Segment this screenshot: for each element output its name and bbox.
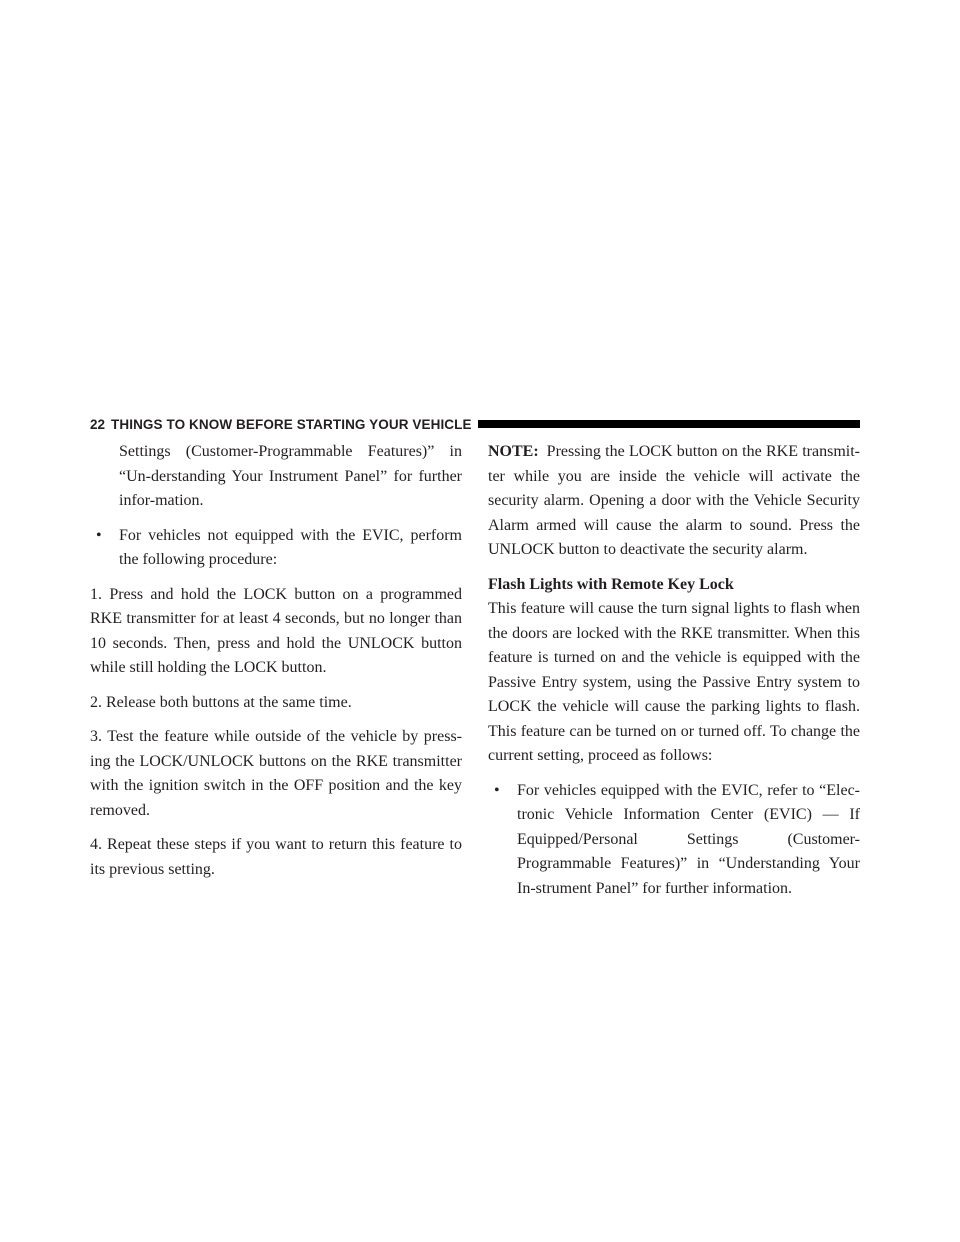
continued-paragraph: Settings (Customer-Programmable Features)” in “Un-derstanding Your Instrument Panel” for further infor-mation.	[119, 443, 462, 509]
bullet-text: For vehicles equipped with the EVIC, refer to “Elec-tronic Vehicle Information Center (EVIC) — If Equipped/Personal Settings (Customer-Programmable Features)” in “Understanding Your In-strument Panel” for further information.	[517, 781, 860, 897]
section-title: THINGS TO KNOW BEFORE STARTING YOUR VEHICLE	[111, 416, 472, 432]
note-text: Pressing the LOCK button on the RKE transmit-ter while you are inside the vehicle will activate the security alarm. Opening a door with the Vehicle Security Alarm armed will cause the alarm to sound. Press the UNLOCK button to deactivate the security alarm.	[488, 443, 860, 558]
bullet-item	[488, 779, 860, 902]
step-2: 2. Release both buttons at the same time.	[90, 693, 352, 711]
page-number: 22	[90, 416, 106, 432]
note-paragraph	[488, 440, 860, 563]
step-4: 4. Repeat these steps if you want to return this feature to its previous setting.	[90, 836, 462, 878]
bullet-item	[90, 524, 462, 573]
bullet-text: For vehicles not equipped with the EVIC, perform the following procedure:	[119, 526, 462, 568]
bullet-mark: •	[494, 781, 500, 799]
left-column	[90, 440, 462, 892]
header-rule	[478, 420, 860, 428]
step-3: 3. Test the feature while outside of the vehicle by press-ing the LOCK/UNLOCK buttons on the RKE transmitter with the ignition switch in the OFF position and the key removed.	[90, 728, 462, 819]
note-label: NOTE:	[488, 443, 539, 460]
subheading: Flash Lights with Remote Key Lock	[488, 575, 734, 593]
step-1: 1. Press and hold the LOCK button on a programmed RKE transmitter for at least 4 seconds, but no longer than 10 seconds. Then, press and hold the UNLOCK button while still holding the LOCK button.	[90, 585, 462, 676]
page-header	[90, 414, 860, 434]
body-paragraph: This feature will cause the turn signal lights to flash when the doors are locked with the RKE transmitter. When this feature is turned on and the vehicle is equipped with the Passive Entry system, using the Passive Entry system to LOCK the vehicle will cause the parking lights to flash. This feature can be turned on or turned off. To change the current setting, proceed as follows:	[488, 600, 860, 764]
right-column	[488, 440, 860, 911]
bullet-mark: •	[96, 526, 102, 544]
